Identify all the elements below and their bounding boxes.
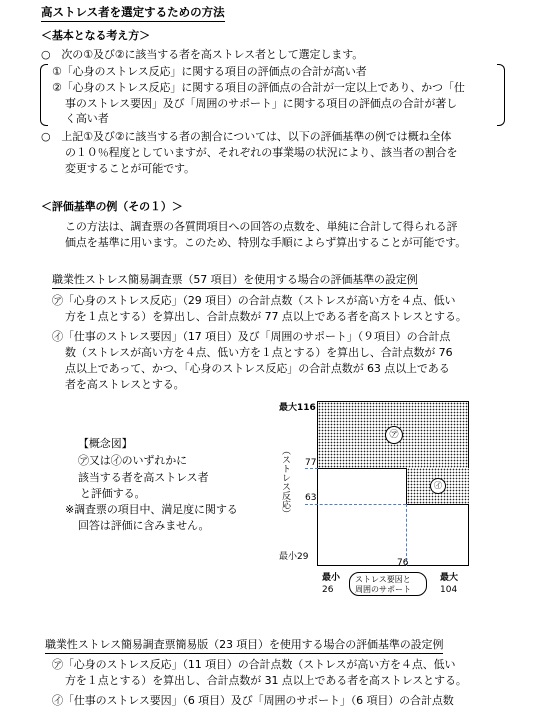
left-bracket bbox=[40, 64, 48, 126]
criterion-a-23-line-2: 方を１点とする）を算出し、合計点数が 31 点以上である者を高ストレスとする。 bbox=[65, 674, 467, 687]
subheading-57-items: 職業性ストレス簡易調査票（57 項目）を使用する場合の評価基準の設定例 bbox=[52, 273, 418, 289]
concept-note-line-2: 回答は評価に含みません。 bbox=[78, 519, 210, 532]
region-a-label: ㋐ bbox=[385, 426, 403, 444]
example-intro-line-2: 価点を基準に用います。このため、特別な手順によらず算出することが可能です。 bbox=[65, 236, 467, 249]
y-axis-label: （ストレス反応） bbox=[280, 446, 290, 518]
region-i-label: ㋑ bbox=[430, 478, 446, 494]
x-tick-max-value: 104 bbox=[440, 585, 458, 595]
criterion-i-57-line-3: 点以上であって、かつ、「心身のストレス反応」の合計点数が 63 点以上である bbox=[65, 362, 450, 375]
y-tick-77: 77 bbox=[305, 458, 317, 468]
guide-63 bbox=[305, 504, 406, 505]
x-axis-label-line-1: ストレス要因と bbox=[355, 575, 411, 584]
basic-paragraph-2-line-3: 変更することが可能です。 bbox=[65, 162, 195, 175]
basic-paragraph-2-line-1: ○ 上記①及び②に該当する者の割合については、以下の評価基準の例では概ね全体 bbox=[41, 130, 452, 143]
page-title: 高ストレス者を選定するための方法 bbox=[41, 4, 225, 22]
y-tick-63: 63 bbox=[305, 493, 317, 503]
y-tick-max: 最大116 bbox=[279, 403, 316, 413]
concept-line-1: ㋐又は㋑のいずれかに bbox=[78, 454, 187, 467]
concept-heading: 【概念図】 bbox=[78, 437, 133, 450]
x-axis-label-line-2: 周囲のサポート bbox=[355, 585, 411, 594]
guide-76 bbox=[406, 504, 407, 566]
criterion-a-23-line-1: ㋐「心身のストレス反応」（11 項目）の合計点数（ストレスが高い方を４点、低い bbox=[52, 658, 456, 671]
example-intro-line-1: この方法は、調査票の各質問項目への回答の点数を、単純に合計して得られる評 bbox=[65, 220, 458, 233]
criterion-i-57-line-1: ㋑「仕事のストレス要因」（17 項目）及び「周囲のサポート」（９項目）の合計点 bbox=[52, 330, 451, 343]
guide-77 bbox=[305, 468, 318, 469]
criterion-i-23-line-1: ㋑「仕事のストレス要因」（6 項目）及び「周囲のサポート」（6 項目）の合計点数 bbox=[52, 694, 454, 707]
concept-line-2: 該当する者を高ストレス者 bbox=[78, 471, 209, 484]
criterion-a-57-line-2: 方を１点とする）を算出し、合計点数が 77 点以上である者を高ストレスとする。 bbox=[65, 310, 467, 323]
concept-note-line-1: ※調査票の項目中、満足度に関する bbox=[65, 503, 238, 516]
x-tick-76: 76 bbox=[397, 558, 409, 568]
example-heading: ＜評価基準の例（その１）＞ bbox=[41, 200, 183, 213]
basic-paragraph-1: ○ 次の①及び②に該当する者を高ストレス者として選定します。 bbox=[41, 48, 364, 61]
criterion-i-57-line-2: 数（ストレスが高い方を４点、低い方を１点とする）を算出し、合計点数が 76 bbox=[65, 346, 453, 359]
x-tick-min-value: 26 bbox=[322, 585, 334, 595]
criteria-item-1: ①「心身のストレス反応」に関する項目の評価点の合計が高い者 bbox=[52, 65, 367, 78]
criteria-item-2-line-3: く高い者 bbox=[65, 112, 109, 125]
criteria-item-2-line-1: ②「心身のストレス反応」に関する項目の評価点の合計が一定以上であり、かつ「仕 bbox=[52, 81, 465, 94]
y-tick-min: 最小29 bbox=[279, 552, 309, 562]
right-bracket bbox=[497, 64, 505, 126]
basic-paragraph-2-line-2: の１０％程度としていますが、それぞれの事業場の状況により、該当者の割合を bbox=[65, 146, 458, 159]
criterion-i-57-line-4: 者を高ストレスとする。 bbox=[65, 378, 185, 391]
concept-line-3: と評価する。 bbox=[80, 487, 146, 500]
x-tick-min-label: 最小 bbox=[322, 573, 341, 583]
x-tick-max-label: 最大 bbox=[440, 573, 459, 583]
basic-heading: ＜基本となる考え方＞ bbox=[41, 29, 150, 42]
criteria-item-2-line-2: 事のストレス要因」及び「周囲のサポート」に関する項目の評価点の合計が著し bbox=[65, 97, 458, 110]
subheading-23-items: 職業性ストレス簡易調査票簡易版（23 項目）を使用する場合の評価基準の設定例 bbox=[45, 638, 443, 654]
criterion-a-57-line-1: ㋐「心身のストレス反応」（29 項目）の合計点数（ストレスが高い方を４点、低い bbox=[52, 294, 456, 307]
